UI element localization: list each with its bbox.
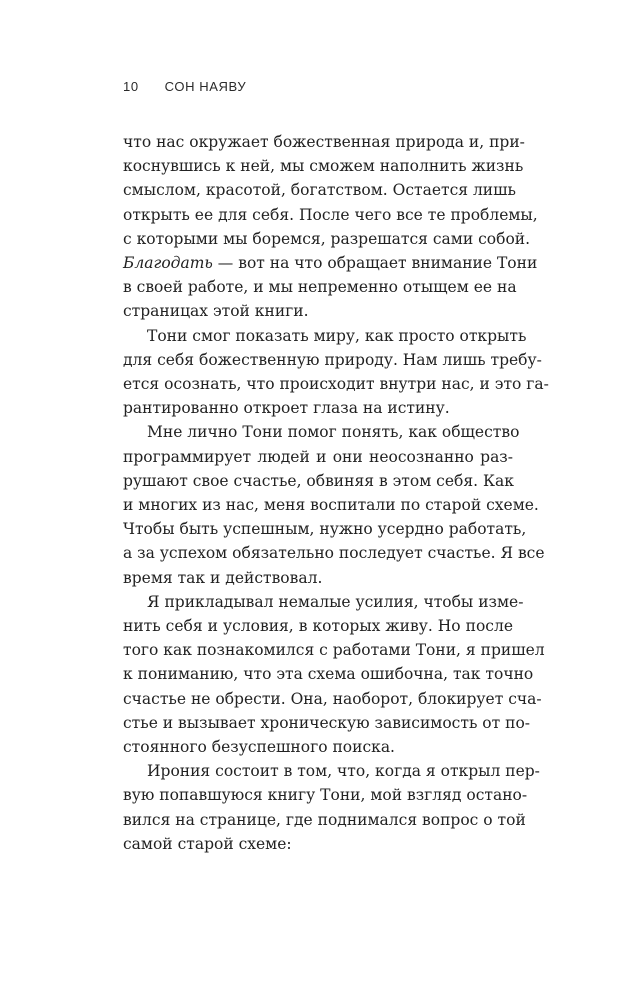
paragraph-1 (123, 130, 538, 324)
text-line: Мне лично Тони помог понять, как общество (147, 423, 520, 442)
text-line: а за успехом обязательно последует счастье. Я все (123, 544, 545, 563)
text-line: смыслом, красотой, богатством. Остается лишь (123, 181, 516, 200)
text-line: счастье не обрести. Она, наоборот, блокирует сча- (123, 689, 542, 708)
text-line: к пониманию, что эта схема ошибочна, так точно (123, 665, 534, 684)
text-line: стье и вызывает хроническую зависимость от по- (123, 713, 531, 732)
text-fragment: — вот на что обращает внимание Тони (212, 254, 538, 273)
text-line: Я прикладывал немалые усилия, чтобы изме- (147, 592, 524, 611)
text-line: Тони смог показать миру, как просто открыть (147, 326, 527, 345)
text-line: Ирония состоит в том, что, когда я открыл пер- (147, 762, 540, 781)
text-line: программирует людей и они неосознанно раз- (123, 447, 513, 466)
text-line: страницах этой книги. (123, 302, 309, 321)
text-line: ется осознать, что происходит внутри нас, и это га- (123, 375, 549, 394)
text-line: что нас окружает божественная природа и, при- (123, 133, 525, 151)
paragraph-2 (123, 324, 549, 421)
text-line: рушают свое счастье, обвиняя в этом себя. Как (123, 471, 514, 490)
text-line: открыть ее для себя. После чего все те проблемы, (123, 205, 538, 224)
text-line: того как познакомился с работами Тони, я пришел (123, 641, 545, 660)
page-number: 10 (123, 79, 139, 94)
text-line: коснувшись к ней, мы сможем наполнить жизнь (123, 157, 524, 176)
paragraph-3 (123, 420, 545, 589)
running-head (123, 79, 246, 94)
text-line: для себя божественную природу. Нам лишь требу- (123, 350, 542, 369)
body-text (123, 130, 549, 856)
text-line: вую попавшуюся книгу Тони, мой взгляд остано- (123, 786, 528, 805)
text-line: в своей работе, и мы непременно отыщем ее на (123, 278, 517, 297)
paragraph-5 (123, 759, 540, 856)
paragraph-4 (123, 590, 545, 759)
text-line: и многих из нас, меня воспитали по старой схеме. (123, 496, 539, 515)
text-line: самой старой схеме: (123, 834, 292, 853)
text-line: с которыми мы боремся, разрешатся сами собой. (123, 229, 531, 248)
text-line: стоянного безуспешного поиска. (123, 738, 395, 757)
book-title: СОН НАЯВУ (164, 79, 247, 94)
text-line: нить себя и условия, в которых живу. Но после (123, 617, 513, 636)
italic-term: Благодать (123, 254, 213, 273)
text-line-with-italic (123, 251, 538, 275)
text-line: время так и действовал. (123, 568, 323, 587)
text-line: рантированно откроет глаза на истину. (123, 399, 450, 418)
text-line: Чтобы быть успешным, нужно усердно работать, (123, 520, 527, 539)
text-line: вился на странице, где поднимался вопрос о той (123, 810, 526, 829)
